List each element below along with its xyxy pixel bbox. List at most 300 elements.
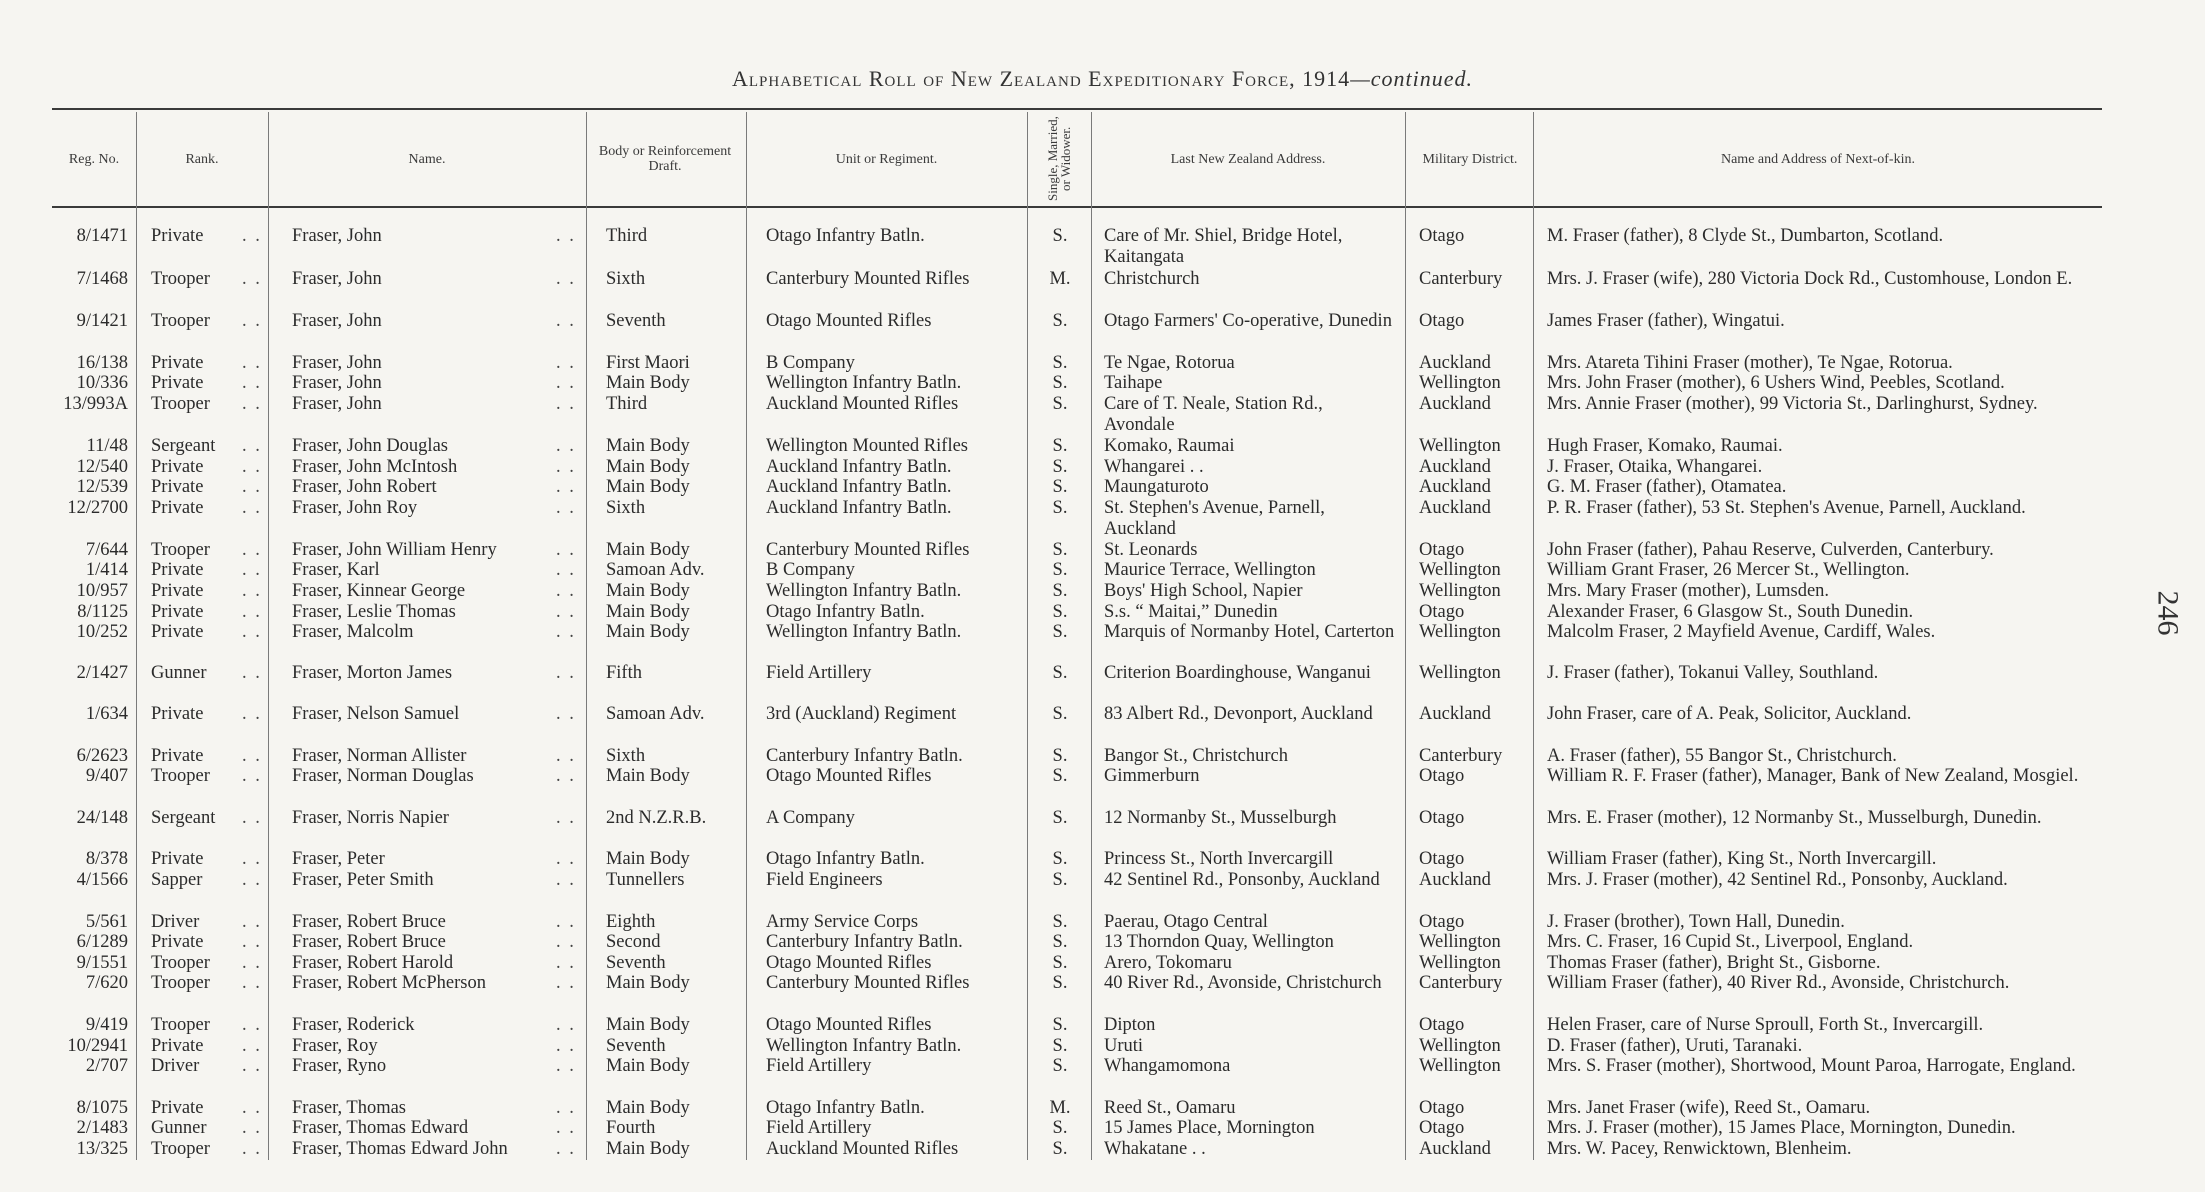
- leader-dots: . .: [556, 373, 576, 393]
- marital-status: S.: [1052, 1015, 1068, 1035]
- draft: Main Body: [606, 373, 690, 393]
- leader-dots: . .: [242, 953, 262, 973]
- rank: Private: [151, 373, 204, 393]
- next-of-kin: Mrs. C. Fraser, 16 Cupid St., Liverpool, England.: [1547, 932, 1914, 952]
- nz-address: Princess St., North Invercargill: [1104, 849, 1334, 869]
- rank: Trooper: [151, 973, 210, 993]
- marital-status: S.: [1052, 1056, 1068, 1076]
- reg-number: 12/540: [76, 457, 128, 477]
- title-text: Alphabetical Roll of New Zealand Expeditionary Force, 1914: [731, 66, 1351, 91]
- nz-address: 15 James Place, Mornington: [1104, 1118, 1315, 1138]
- nz-address: Maurice Terrace, Wellington: [1104, 560, 1316, 580]
- rank: Trooper: [151, 953, 210, 973]
- nz-address: 42 Sentinel Rd., Ponsonby, Auckland: [1104, 870, 1380, 890]
- leader-dots: . .: [556, 622, 576, 642]
- rank: Private: [151, 1098, 204, 1118]
- leader-dots: . .: [556, 436, 576, 456]
- leader-dots: . .: [242, 746, 262, 766]
- soldier-name: Fraser, Norman Allister: [292, 746, 467, 766]
- nz-address: Otago Farmers' Co-operative, Dunedin: [1104, 311, 1392, 331]
- draft: Sixth: [606, 498, 646, 518]
- draft: Main Body: [606, 436, 690, 456]
- leader-dots: . .: [556, 1056, 576, 1076]
- marital-status: S.: [1052, 663, 1068, 683]
- draft: Eighth: [606, 912, 656, 932]
- reg-number: 10/336: [76, 373, 128, 393]
- unit: 3rd (Auckland) Regiment: [766, 704, 957, 724]
- draft: Fourth: [606, 1118, 656, 1138]
- rank: Private: [151, 477, 204, 497]
- nz-address: 83 Albert Rd., Devonport, Auckland: [1104, 704, 1373, 724]
- soldier-name: Fraser, John: [292, 226, 382, 246]
- nz-address: Care of Mr. Shiel, Bridge Hotel, Kaitangata: [1104, 226, 1343, 267]
- nz-address: Reed St., Oamaru: [1104, 1098, 1236, 1118]
- nz-address: 12 Normanby St., Musselburgh: [1104, 808, 1337, 828]
- unit: Army Service Corps: [766, 912, 919, 932]
- unit: Canterbury Infantry Batln.: [766, 746, 963, 766]
- soldier-name: Fraser, John: [292, 353, 382, 373]
- next-of-kin: James Fraser (father), Wingatui.: [1547, 311, 1785, 331]
- leader-dots: . .: [242, 602, 262, 622]
- leader-dots: . .: [242, 849, 262, 869]
- soldier-name: Fraser, Nelson Samuel: [292, 704, 460, 724]
- soldier-name: Fraser, Ryno: [292, 1056, 387, 1076]
- next-of-kin: Mrs. J. Fraser (mother), 15 James Place, Mornington, Dunedin.: [1547, 1118, 2016, 1138]
- nz-address: Uruti: [1104, 1036, 1144, 1056]
- next-of-kin: William Grant Fraser, 26 Mercer St., Wellington.: [1547, 560, 1910, 580]
- marital-status: S.: [1052, 311, 1068, 331]
- leader-dots: . .: [556, 540, 576, 560]
- leader-dots: . .: [242, 394, 262, 414]
- reg-number: 2/1483: [76, 1118, 128, 1138]
- military-district: Auckland: [1419, 353, 1491, 373]
- leader-dots: . .: [242, 973, 262, 993]
- reg-number: 10/2941: [67, 1036, 128, 1056]
- military-district: Otago: [1419, 311, 1465, 331]
- nz-address: Te Ngae, Rotorua: [1104, 353, 1235, 373]
- military-district: Otago: [1419, 540, 1465, 560]
- next-of-kin: J. Fraser, Otaika, Whangarei.: [1547, 457, 1763, 477]
- draft: Main Body: [606, 622, 690, 642]
- leader-dots: . .: [242, 581, 262, 601]
- draft: Main Body: [606, 1056, 690, 1076]
- next-of-kin: John Fraser, care of A. Peak, Solicitor, Auckland.: [1547, 704, 1912, 724]
- leader-dots: . .: [556, 353, 576, 373]
- nz-address: Gimmerburn: [1104, 766, 1200, 786]
- military-district: Auckland: [1419, 498, 1491, 518]
- military-district: Wellington: [1419, 581, 1501, 601]
- nz-address: Whangamomona: [1104, 1056, 1231, 1076]
- marital-status: S.: [1052, 394, 1068, 414]
- unit: Field Artillery: [766, 1118, 872, 1138]
- rank: Private: [151, 226, 204, 246]
- next-of-kin: D. Fraser (father), Uruti, Taranaki.: [1547, 1036, 1803, 1056]
- leader-dots: . .: [556, 953, 576, 973]
- rank: Private: [151, 560, 204, 580]
- next-of-kin: Thomas Fraser (father), Bright St., Gisborne.: [1547, 953, 1881, 973]
- next-of-kin: P. R. Fraser (father), 53 St. Stephen's Avenue, Parnell, Auckland.: [1547, 498, 2026, 518]
- soldier-name: Fraser, Norris Napier: [292, 808, 449, 828]
- draft: Main Body: [606, 973, 690, 993]
- military-district: Wellington: [1419, 1056, 1501, 1076]
- rank: Driver: [151, 1056, 200, 1076]
- col-header-unit: Unit or Regiment.: [835, 151, 938, 167]
- leader-dots: . .: [556, 269, 576, 289]
- leader-dots: . .: [556, 932, 576, 952]
- marital-status: S.: [1052, 1036, 1068, 1056]
- unit: Canterbury Mounted Rifles: [766, 973, 970, 993]
- reg-number: 6/1289: [76, 932, 128, 952]
- col-header-district: Military District.: [1422, 151, 1518, 167]
- reg-number: 13/325: [76, 1139, 128, 1159]
- rank: Sapper: [151, 870, 203, 890]
- soldier-name: Fraser, Thomas: [292, 1098, 407, 1118]
- military-district: Otago: [1419, 1015, 1465, 1035]
- draft: Third: [606, 226, 648, 246]
- unit: Otago Mounted Rifles: [766, 1015, 932, 1035]
- marital-status: S.: [1052, 602, 1068, 622]
- leader-dots: . .: [556, 1139, 576, 1159]
- nz-address: Boys' High School, Napier: [1104, 581, 1303, 601]
- leader-dots: . .: [242, 436, 262, 456]
- military-district: Auckland: [1419, 457, 1491, 477]
- rank: Trooper: [151, 540, 210, 560]
- leader-dots: . .: [556, 560, 576, 580]
- leader-dots: . .: [556, 870, 576, 890]
- next-of-kin: Malcolm Fraser, 2 Mayfield Avenue, Cardiff, Wales.: [1547, 622, 1936, 642]
- draft: Sixth: [606, 746, 646, 766]
- nz-address: Paerau, Otago Central: [1104, 912, 1268, 932]
- marital-status: S.: [1052, 973, 1068, 993]
- unit: Otago Mounted Rifles: [766, 311, 932, 331]
- marital-status: S.: [1052, 932, 1068, 952]
- soldier-name: Fraser, John: [292, 269, 382, 289]
- marital-status: S.: [1052, 373, 1068, 393]
- unit: Wellington Infantry Batln.: [766, 1036, 962, 1056]
- leader-dots: . .: [242, 663, 262, 683]
- col-header-name: Name.: [408, 151, 446, 167]
- rank: Trooper: [151, 394, 210, 414]
- leader-dots: . .: [242, 226, 262, 246]
- page-number: 246: [2151, 590, 2185, 636]
- nz-address: 13 Thorndon Quay, Wellington: [1104, 932, 1334, 952]
- reg-number: 1/634: [85, 704, 128, 724]
- marital-status: M.: [1049, 269, 1071, 289]
- marital-status: S.: [1052, 953, 1068, 973]
- draft: 2nd N.Z.R.B.: [606, 808, 707, 828]
- soldier-name: Fraser, Morton James: [292, 663, 453, 683]
- reg-number: 16/138: [76, 353, 128, 373]
- leader-dots: . .: [242, 1118, 262, 1138]
- next-of-kin: Hugh Fraser, Komako, Raumai.: [1547, 436, 1783, 456]
- draft: Main Body: [606, 849, 690, 869]
- leader-dots: . .: [556, 1015, 576, 1035]
- draft: Seventh: [606, 953, 666, 973]
- military-district: Auckland: [1419, 1139, 1491, 1159]
- reg-number: 8/378: [85, 849, 128, 869]
- marital-status: S.: [1052, 457, 1068, 477]
- rank: Trooper: [151, 1139, 210, 1159]
- rank: Private: [151, 849, 204, 869]
- leader-dots: . .: [242, 457, 262, 477]
- leader-dots: . .: [242, 704, 262, 724]
- rank: Private: [151, 932, 204, 952]
- military-district: Otago: [1419, 1098, 1465, 1118]
- nz-address: Marquis of Normanby Hotel, Carterton: [1104, 622, 1395, 642]
- nz-address: Care of T. Neale, Station Rd., Avondale: [1104, 394, 1323, 435]
- draft: First Maori: [606, 353, 690, 373]
- reg-number: 9/407: [85, 766, 128, 786]
- title-continued: —continued.: [1350, 66, 1474, 91]
- draft: Samoan Adv.: [606, 704, 705, 724]
- military-district: Wellington: [1419, 663, 1501, 683]
- marital-status: S.: [1052, 540, 1068, 560]
- soldier-name: Fraser, John Douglas: [292, 436, 448, 456]
- unit: Otago Mounted Rifles: [766, 766, 932, 786]
- col-header-address: Last New Zealand Address.: [1170, 151, 1326, 167]
- reg-number: 24/148: [76, 808, 128, 828]
- draft: Tunnellers: [606, 870, 685, 890]
- next-of-kin: J. Fraser (brother), Town Hall, Dunedin.: [1547, 912, 1845, 932]
- leader-dots: . .: [556, 602, 576, 622]
- nz-address: Taihape: [1104, 373, 1163, 393]
- soldier-name: Fraser, Norman Douglas: [292, 766, 474, 786]
- leader-dots: . .: [242, 477, 262, 497]
- leader-dots: . .: [556, 226, 576, 246]
- unit: Auckland Mounted Rifles: [766, 394, 959, 414]
- reg-number: 12/2700: [67, 498, 128, 518]
- soldier-name: Fraser, Thomas Edward: [292, 1118, 469, 1138]
- col-header-rank: Rank.: [185, 151, 219, 167]
- leader-dots: . .: [242, 1015, 262, 1035]
- next-of-kin: Mrs. E. Fraser (mother), 12 Normanby St., Musselburgh, Dunedin.: [1547, 808, 2042, 828]
- reg-number: 12/539: [76, 477, 128, 497]
- unit: Field Engineers: [766, 870, 883, 890]
- next-of-kin: A. Fraser (father), 55 Bangor St., Christchurch.: [1547, 746, 1897, 766]
- leader-dots: . .: [556, 704, 576, 724]
- leader-dots: . .: [556, 808, 576, 828]
- military-district: Canterbury: [1419, 746, 1503, 766]
- draft: Seventh: [606, 1036, 666, 1056]
- unit: Auckland Infantry Batln.: [766, 498, 952, 518]
- marital-status: S.: [1052, 436, 1068, 456]
- rank: Private: [151, 581, 204, 601]
- unit: Otago Infantry Batln.: [766, 849, 925, 869]
- leader-dots: . .: [242, 1098, 262, 1118]
- unit: Wellington Infantry Batln.: [766, 622, 962, 642]
- rank: Sergeant: [151, 436, 216, 456]
- leader-dots: . .: [556, 581, 576, 601]
- military-district: Wellington: [1419, 436, 1501, 456]
- leader-dots: . .: [242, 540, 262, 560]
- nz-address: St. Leonards: [1104, 540, 1198, 560]
- reg-number: 8/1075: [76, 1098, 128, 1118]
- leader-dots: . .: [556, 766, 576, 786]
- military-district: Auckland: [1419, 477, 1491, 497]
- rank: Private: [151, 353, 204, 373]
- leader-dots: . .: [242, 932, 262, 952]
- next-of-kin: J. Fraser (father), Tokanui Valley, Southland.: [1547, 663, 1879, 683]
- reg-number: 7/1468: [76, 269, 128, 289]
- leader-dots: . .: [556, 973, 576, 993]
- unit: Canterbury Infantry Batln.: [766, 932, 963, 952]
- military-district: Auckland: [1419, 870, 1491, 890]
- marital-status: S.: [1052, 560, 1068, 580]
- draft: Main Body: [606, 581, 690, 601]
- next-of-kin: Mrs. Atareta Tihini Fraser (mother), Te Ngae, Rotorua.: [1547, 353, 1953, 373]
- leader-dots: . .: [242, 622, 262, 642]
- unit: Canterbury Mounted Rifles: [766, 540, 970, 560]
- soldier-name: Fraser, John Roy: [292, 498, 418, 518]
- nz-address: Komako, Raumai: [1104, 436, 1235, 456]
- marital-status: S.: [1052, 766, 1068, 786]
- leader-dots: . .: [242, 373, 262, 393]
- leader-dots: . .: [242, 1139, 262, 1159]
- soldier-name: Fraser, John: [292, 311, 382, 331]
- draft: Main Body: [606, 477, 690, 497]
- rank: Trooper: [151, 311, 210, 331]
- next-of-kin: Alexander Fraser, 6 Glasgow St., South Dunedin.: [1547, 602, 1914, 622]
- nz-address: Maungaturoto: [1104, 477, 1209, 497]
- leader-dots: . .: [242, 311, 262, 331]
- next-of-kin: Mrs. J. Fraser (mother), 42 Sentinel Rd., Ponsonby, Auckland.: [1547, 870, 2008, 890]
- soldier-name: Fraser, Malcolm: [292, 622, 414, 642]
- leader-dots: . .: [242, 498, 262, 518]
- unit: Field Artillery: [766, 1056, 872, 1076]
- unit: Field Artillery: [766, 663, 872, 683]
- soldier-name: Fraser, Peter: [292, 849, 385, 869]
- leader-dots: . .: [242, 1056, 262, 1076]
- marital-status: S.: [1052, 704, 1068, 724]
- leader-dots: . .: [242, 766, 262, 786]
- soldier-name: Fraser, Thomas Edward John: [292, 1139, 508, 1159]
- reg-number: 7/620: [85, 973, 128, 993]
- unit: Wellington Mounted Rifles: [766, 436, 968, 456]
- marital-status: S.: [1052, 912, 1068, 932]
- rank: Private: [151, 746, 204, 766]
- rank: Sergeant: [151, 808, 216, 828]
- reg-number: 10/252: [76, 622, 128, 642]
- soldier-name: Fraser, Robert McPherson: [292, 973, 486, 993]
- leader-dots: . .: [556, 1036, 576, 1056]
- marital-status: S.: [1052, 581, 1068, 601]
- military-district: Wellington: [1419, 373, 1501, 393]
- marital-status: S.: [1052, 226, 1068, 246]
- rank: Private: [151, 498, 204, 518]
- military-district: Wellington: [1419, 953, 1501, 973]
- draft: Main Body: [606, 1098, 690, 1118]
- draft: Main Body: [606, 1139, 690, 1159]
- next-of-kin: M. Fraser (father), 8 Clyde St., Dumbarton, Scotland.: [1547, 226, 1944, 246]
- leader-dots: . .: [242, 870, 262, 890]
- soldier-name: Fraser, Robert Bruce: [292, 912, 446, 932]
- nz-address: Bangor St., Christchurch: [1104, 746, 1288, 766]
- nz-address: Christchurch: [1104, 269, 1200, 289]
- next-of-kin: Mrs. W. Pacey, Renwicktown, Blenheim.: [1547, 1139, 1852, 1159]
- draft: Main Body: [606, 766, 690, 786]
- unit: Otago Mounted Rifles: [766, 953, 932, 973]
- unit: Auckland Mounted Rifles: [766, 1139, 959, 1159]
- military-district: Auckland: [1419, 394, 1491, 414]
- leader-dots: . .: [556, 311, 576, 331]
- marital-status: S.: [1052, 477, 1068, 497]
- leader-dots: . .: [242, 912, 262, 932]
- military-district: Otago: [1419, 912, 1465, 932]
- reg-number: 8/1471: [76, 226, 128, 246]
- next-of-kin: William R. F. Fraser (father), Manager, Bank of New Zealand, Mosgiel.: [1547, 766, 2079, 786]
- col-header-reg: Reg. No.: [68, 151, 120, 167]
- leader-dots: . .: [242, 560, 262, 580]
- military-district: Canterbury: [1419, 269, 1503, 289]
- unit: Otago Infantry Batln.: [766, 602, 925, 622]
- reg-number: 5/561: [85, 912, 128, 932]
- soldier-name: Fraser, John: [292, 373, 382, 393]
- leader-dots: . .: [556, 912, 576, 932]
- military-district: Auckland: [1419, 704, 1491, 724]
- military-district: Canterbury: [1419, 973, 1503, 993]
- reg-number: 1/414: [85, 560, 128, 580]
- unit: Wellington Infantry Batln.: [766, 373, 962, 393]
- rank: Trooper: [151, 766, 210, 786]
- draft: Fifth: [606, 663, 642, 683]
- leader-dots: . .: [242, 353, 262, 373]
- col-header-kin: Name and Address of Next-of-kin.: [1720, 151, 1915, 167]
- leader-dots: . .: [242, 808, 262, 828]
- reg-number: 9/1551: [76, 953, 128, 973]
- soldier-name: Fraser, Kinnear George: [292, 581, 466, 601]
- leader-dots: . .: [556, 1118, 576, 1138]
- next-of-kin: Mrs. Janet Fraser (wife), Reed St., Oamaru.: [1547, 1098, 1871, 1118]
- nz-address: Arero, Tokomaru: [1104, 953, 1232, 973]
- military-district: Otago: [1419, 766, 1465, 786]
- military-district: Wellington: [1419, 560, 1501, 580]
- reg-number: 13/993A: [63, 394, 128, 414]
- rank: Driver: [151, 912, 200, 932]
- rank: Private: [151, 622, 204, 642]
- draft: Sixth: [606, 269, 646, 289]
- col-header-status: Single, Married, or Widower.: [1045, 116, 1073, 202]
- reg-number: 7/644: [85, 540, 128, 560]
- leader-dots: . .: [556, 394, 576, 414]
- draft: Third: [606, 394, 648, 414]
- military-district: Otago: [1419, 1118, 1465, 1138]
- reg-number: 9/1421: [76, 311, 128, 331]
- draft: Main Body: [606, 602, 690, 622]
- marital-status: S.: [1052, 1118, 1068, 1138]
- marital-status: S.: [1052, 1139, 1068, 1159]
- next-of-kin: Mrs. Mary Fraser (mother), Lumsden.: [1547, 581, 1830, 601]
- marital-status: S.: [1052, 622, 1068, 642]
- leader-dots: . .: [556, 477, 576, 497]
- draft: Seventh: [606, 311, 666, 331]
- soldier-name: Fraser, Karl: [292, 560, 380, 580]
- soldier-name: Fraser, Robert Harold: [292, 953, 454, 973]
- unit: Otago Infantry Batln.: [766, 1098, 925, 1118]
- reg-number: 11/48: [86, 436, 128, 456]
- rank: Gunner: [151, 663, 207, 683]
- next-of-kin: John Fraser (father), Pahau Reserve, Culverden, Canterbury.: [1547, 540, 1994, 560]
- leader-dots: . .: [556, 1098, 576, 1118]
- nz-address: S.s. “ Maitai,” Dunedin: [1104, 602, 1278, 622]
- draft: Samoan Adv.: [606, 560, 705, 580]
- nz-address: Criterion Boardinghouse, Wanganui: [1104, 663, 1371, 683]
- soldier-name: Fraser, Roderick: [292, 1015, 415, 1035]
- marital-status: S.: [1052, 353, 1068, 373]
- nz-address: Whakatane . .: [1104, 1139, 1206, 1159]
- rank: Private: [151, 1036, 204, 1056]
- leader-dots: . .: [556, 498, 576, 518]
- marital-status: S.: [1052, 808, 1068, 828]
